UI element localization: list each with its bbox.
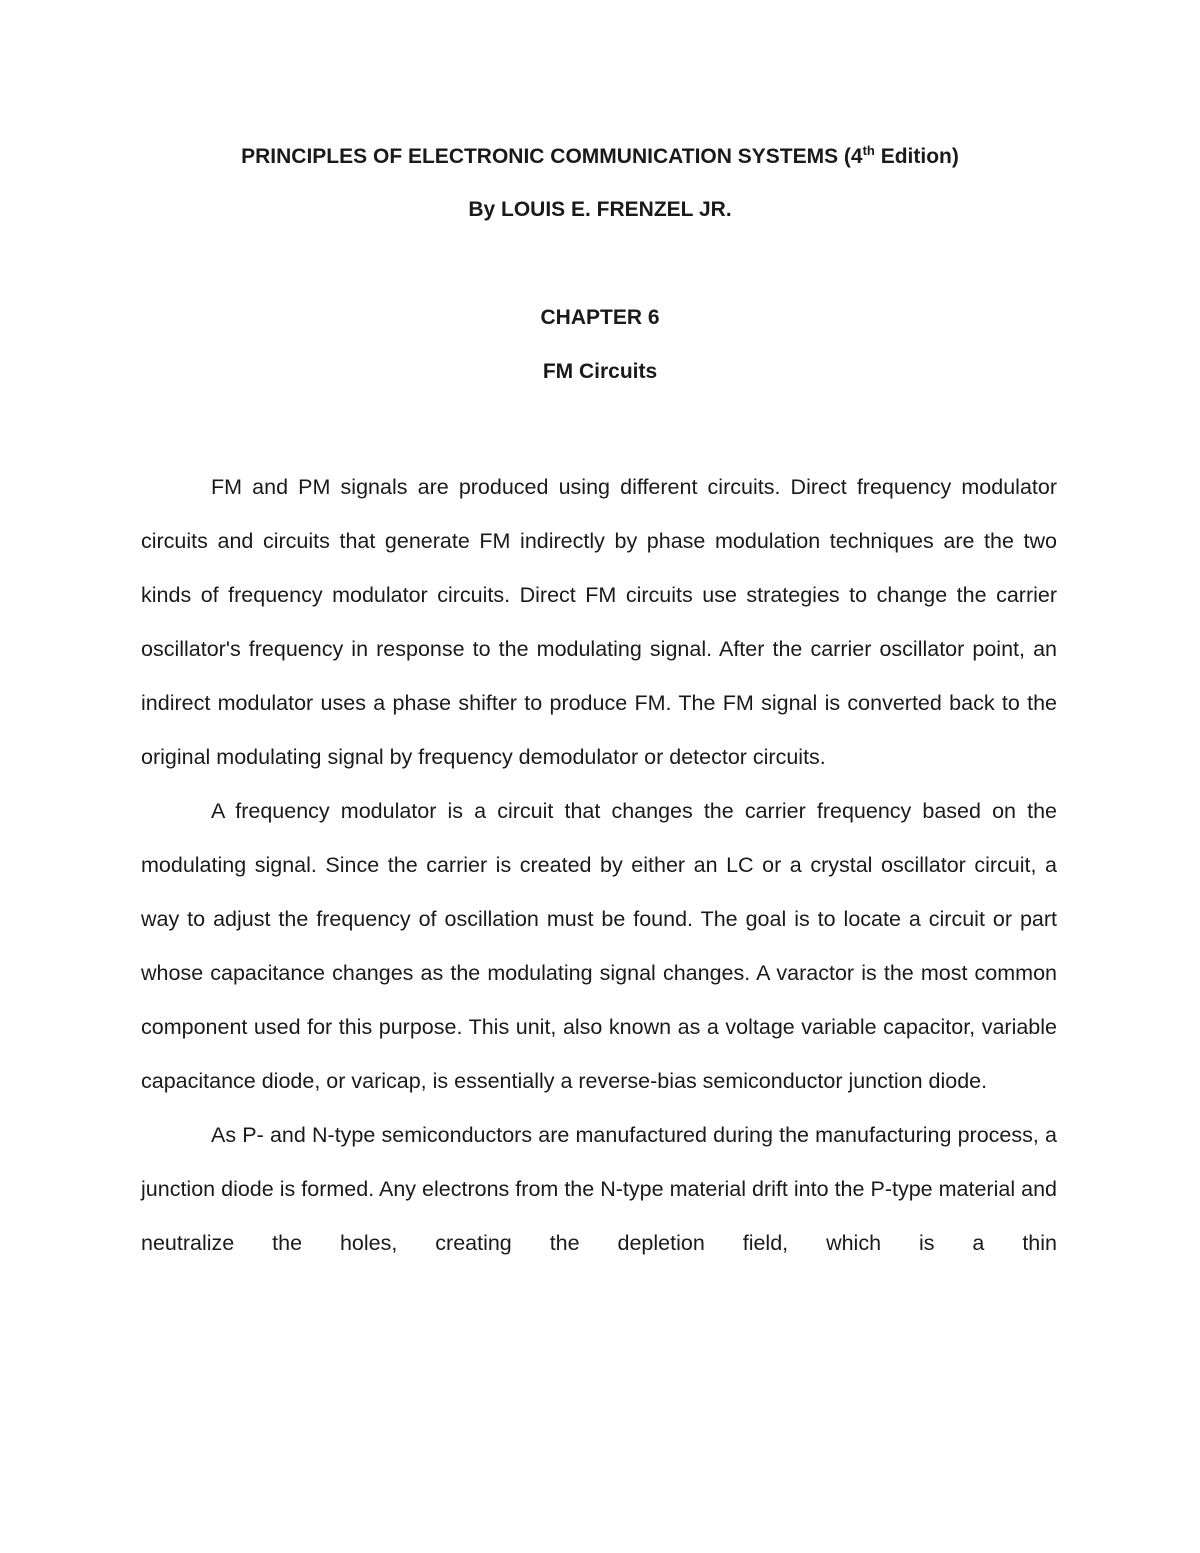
book-title-main: PRINCIPLES OF ELECTRONIC COMMUNICATION SYSTEMS (4 bbox=[241, 145, 863, 168]
book-title-edition-suffix: th bbox=[862, 143, 875, 158]
paragraph-3: As P- and N-type semiconductors are manufactured during the manufacturing process, a junction diode is formed. Any electrons from the N-type material drift into the P-type material and neutralize the holes, creating the depletion field, which is a thin bbox=[141, 1123, 1057, 1255]
paragraph-1: FM and PM signals are produced using different circuits. Direct frequency modulator circuits and circuits that generate FM indirectly by phase modulation techniques are the two kinds of frequency modulator circuits. Direct FM circuits use strategies to change the carrier oscillator's frequency in response to the modulating signal. After the carrier oscillator point, an indirect modulator uses a phase shifter to produce FM. The FM signal is converted back to the original modulating signal by frequency demodulator or detector circuits. bbox=[141, 475, 1057, 769]
book-title-end: Edition) bbox=[874, 145, 959, 168]
chapter-number: CHAPTER 6 bbox=[540, 306, 660, 329]
paragraph-2: A frequency modulator is a circuit that changes the carrier frequency based on the modulating signal. Since the carrier is created by either an LC or a crystal oscillator circuit, a way to adjust the frequency of oscillation must be found. The goal is to locate a circuit or part whose capacitance changes as the modulating signal changes. A varactor is the most common component used for this purpose. This unit, also known as a voltage variable capacitor, variable capacitance diode, or varicap, is essentially a reverse-bias semiconductor junction diode. bbox=[141, 799, 1057, 1093]
body-text bbox=[141, 460, 1057, 1270]
book-title bbox=[0, 143, 1200, 171]
chapter-title: FM Circuits bbox=[542, 360, 658, 383]
book-author: By LOUIS E. FRENZEL JR. bbox=[468, 198, 732, 221]
